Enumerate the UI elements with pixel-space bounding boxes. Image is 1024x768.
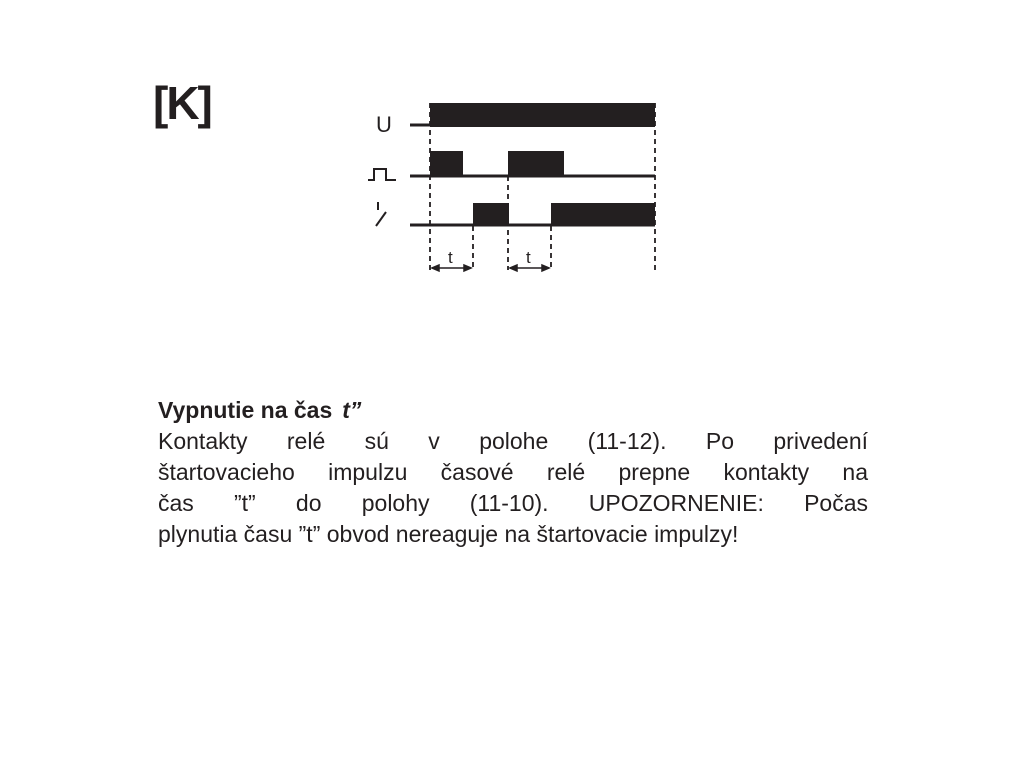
description-line: plynutia času ”t” obvod nereaguje na štartovacie impulzy! [158, 521, 739, 547]
description-title-suffix: t” [342, 397, 362, 423]
description-line: štartovacieho impulzu časové relé prepne kontakty na [158, 459, 868, 485]
description-title-text: Vypnutie na čas [158, 397, 333, 423]
mode-label: [K] [153, 77, 211, 129]
contact-switch-icon [376, 202, 386, 226]
signal-label-u: U [376, 112, 392, 137]
description-line: Kontakty relé sú v polohe (11-12). Po privedení [158, 428, 868, 454]
description-body [158, 426, 868, 550]
description-title [158, 395, 868, 426]
interval-label-1: t [448, 248, 453, 267]
impulse-pulse-1 [430, 151, 463, 176]
interval-label-2: t [526, 248, 531, 267]
description-line: čas ”t” do polohy (11-10). UPOZORNENIE: Počas [158, 490, 868, 516]
timing-diagram [360, 90, 670, 290]
contact-on-bar-1 [473, 203, 509, 226]
impulse-pulse-2 [508, 151, 564, 176]
description-block [158, 395, 868, 550]
supply-on-bar [430, 103, 655, 127]
pulse-icon [368, 169, 396, 180]
contact-on-bar-2 [551, 203, 655, 226]
